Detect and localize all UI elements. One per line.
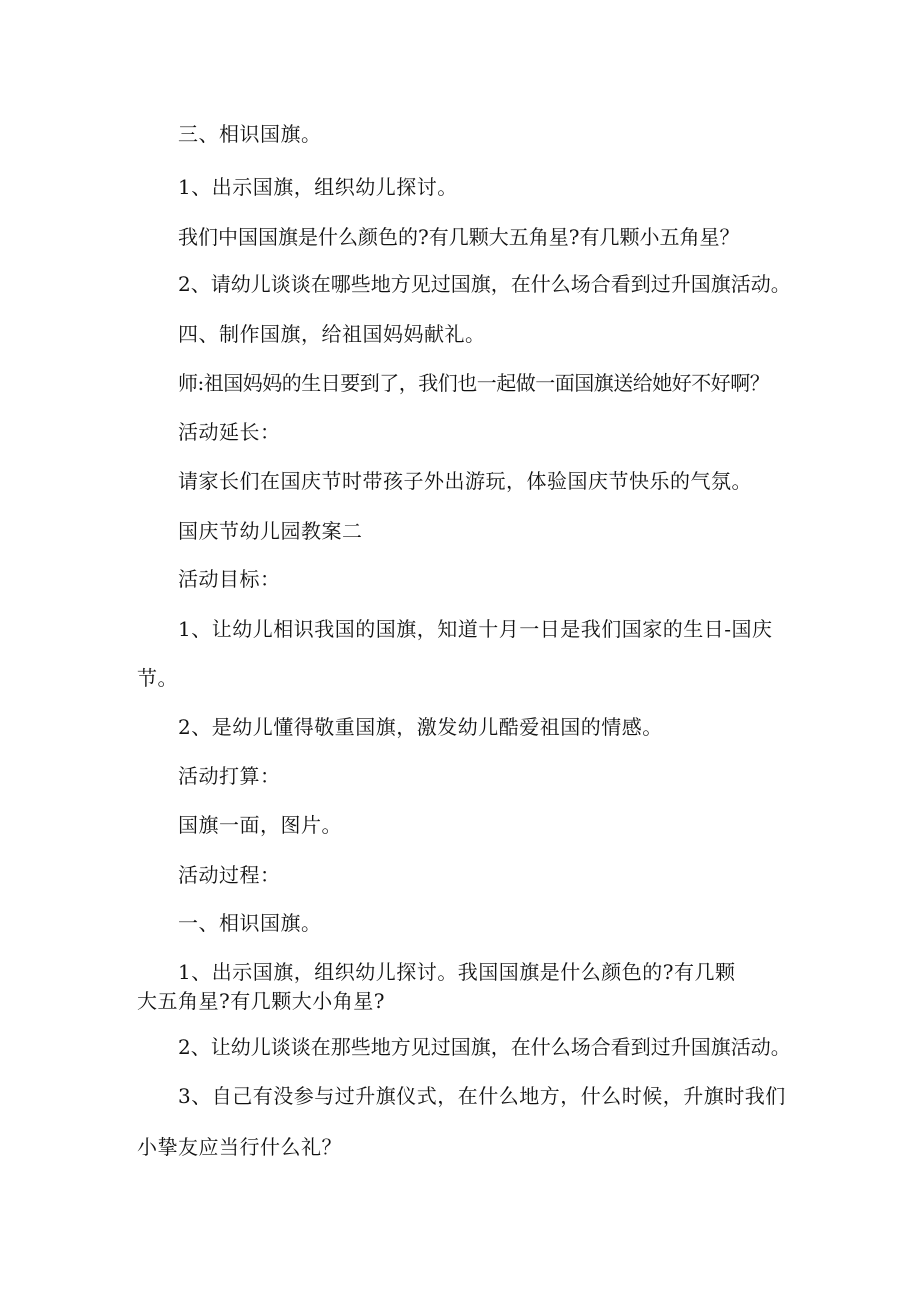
document-subtitle: 国庆节幼儿园教案二 [178,519,363,543]
section-heading: 四、制作国旗，给祖国妈妈献礼。 [178,322,486,346]
paragraph: 1、出示国旗，组织幼儿探讨。我国国旗是什么颜色的?有几颗 [178,960,736,984]
paragraph: 1、让幼儿相识我国的国旗，知道十月一日是我们国家的生日-国庆 [178,617,773,641]
paragraph: 2、是幼儿懂得敬重国旗，激发幼儿酷爱祖国的情感。 [178,715,663,739]
paragraph: 3、自己有没参与过升旗仪式，在什么地方，什么时候，升旗时我们 [178,1084,786,1108]
section-heading: 活动延长： [178,420,281,444]
section-heading: 活动打算： [178,764,281,788]
section-heading: 活动目标： [178,567,281,591]
paragraph: 国旗一面，图片。 [178,813,342,837]
paragraph: 我们中国国旗是什么颜色的?有几颗大五角星?有几颗小五角星？ [178,225,740,249]
section-heading: 三、相识国旗。 [178,122,322,146]
section-heading: 一、相识国旗。 [178,911,322,935]
paragraph: 2、请幼儿谈谈在哪些地方见过国旗，在什么场合看到过升国旗活动。 [178,272,791,296]
section-heading: 活动过程： [178,863,281,887]
paragraph: 2、让幼儿谈谈在那些地方见过国旗，在什么场合看到过升国旗活动。 [178,1035,791,1059]
paragraph: 师:祖国妈妈的生日要到了，我们也一起做一面国旗送给她好不好啊？ [178,371,770,395]
paragraph-continuation: 节。 [137,666,178,690]
paragraph: 请家长们在国庆节时带孩子外出游玩，体验国庆节快乐的气氛。 [178,469,752,493]
paragraph: 1、出示国旗，组织幼儿探讨。 [178,175,458,199]
paragraph-continuation: 大五角星?有几颗大小角星? [137,989,385,1013]
paragraph-continuation: 小挚友应当行什么礼？ [137,1135,342,1159]
